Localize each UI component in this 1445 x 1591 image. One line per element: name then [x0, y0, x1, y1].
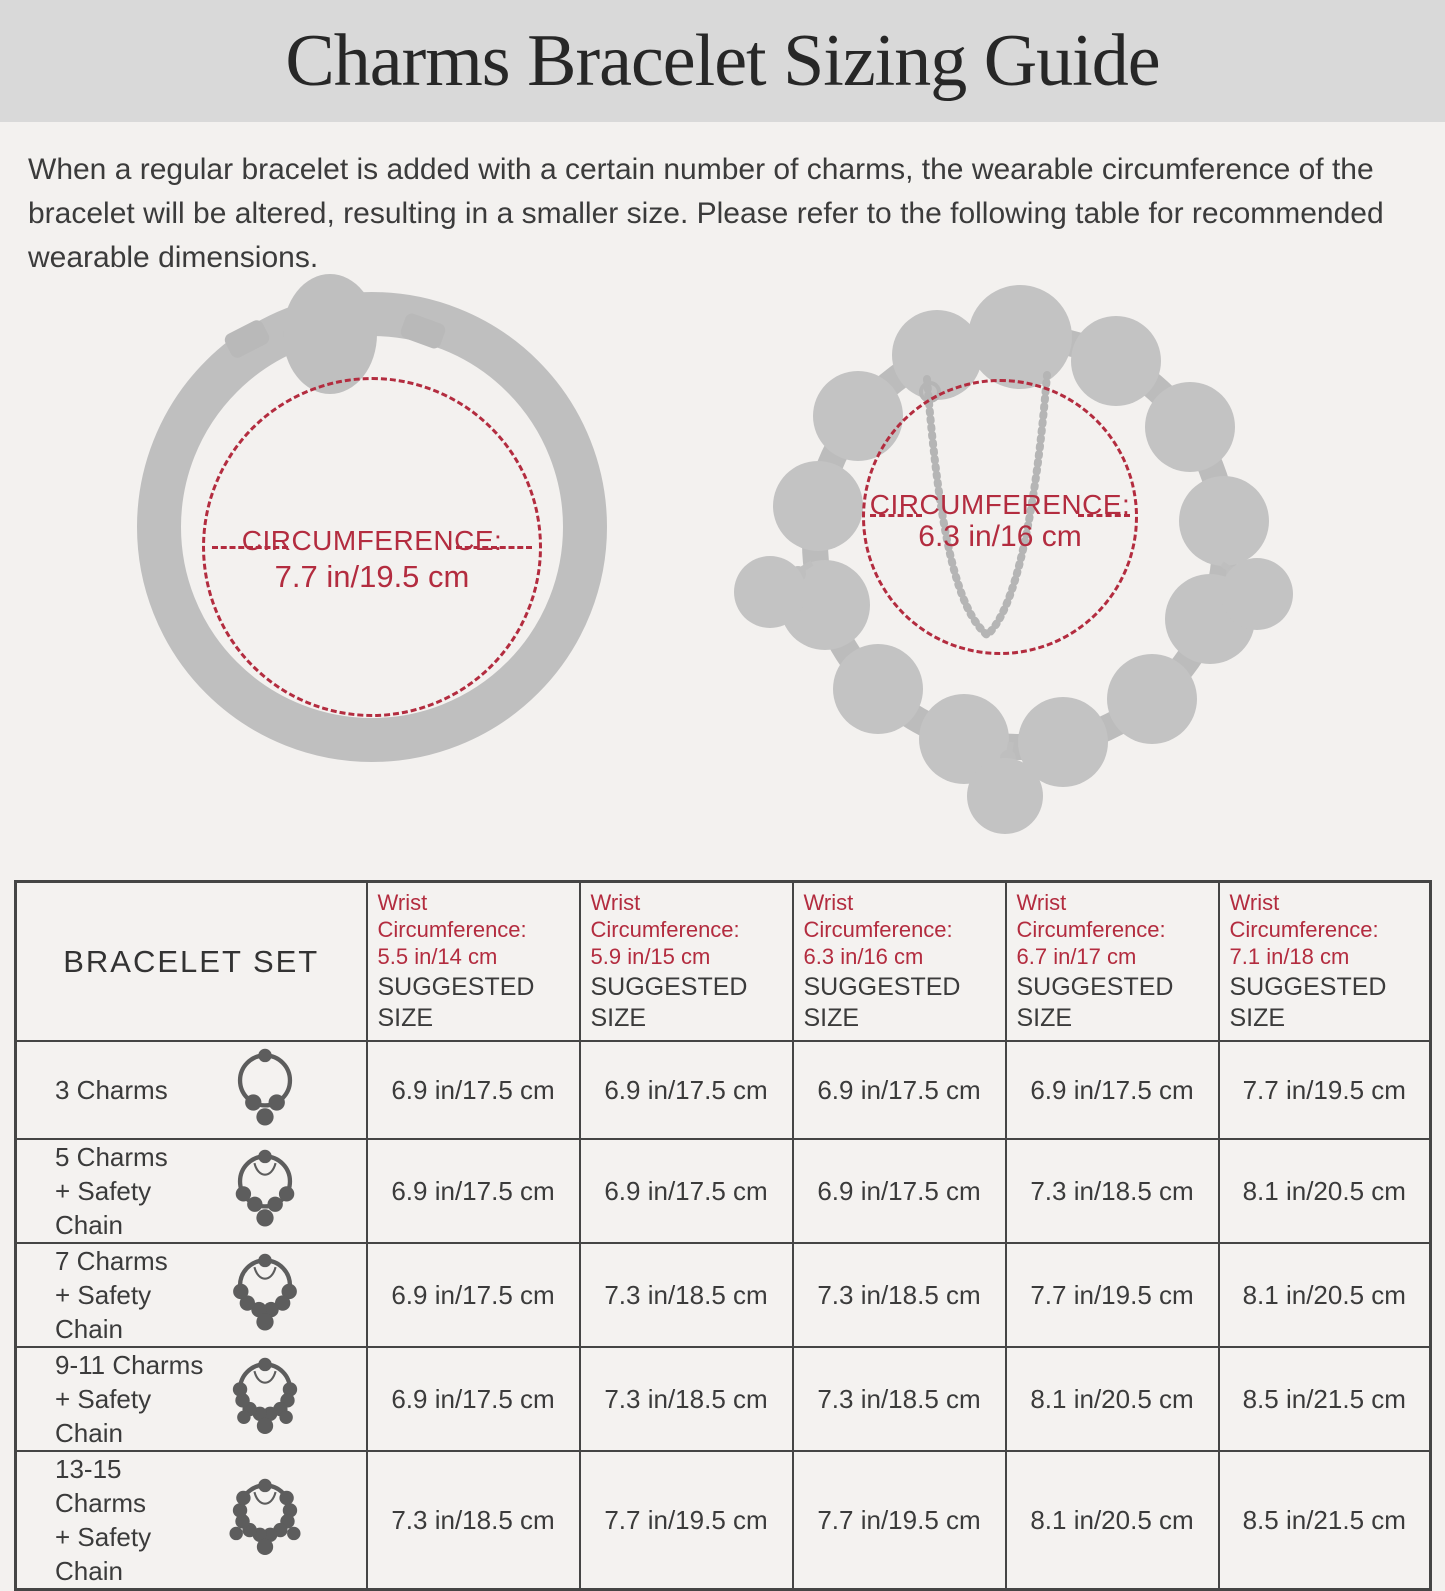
size-cell: 8.1 in/20.5 cm	[1219, 1243, 1431, 1347]
size-cell: 7.3 in/18.5 cm	[793, 1243, 1006, 1347]
intro-paragraph: When a regular bracelet is added with a certain number of charms, the wearable circumference of the bracelet will be altered, resulting in a smaller size. Please refer to the following table for recommended wearable dimensions.	[28, 153, 1384, 274]
illustrations-section	[0, 280, 1445, 880]
size-cell: 8.5 in/21.5 cm	[1219, 1347, 1431, 1451]
size-cell: 6.9 in/17.5 cm	[580, 1139, 793, 1243]
set-label: 9-11 Charms + Safety Chain	[55, 1350, 204, 1448]
size-cell: 6.9 in/17.5 cm	[367, 1347, 580, 1451]
sizing-table	[14, 880, 1432, 1591]
column-header-5-9in: Wrist Circumference: 5.9 in/15 cm SUGGESTED SIZE	[580, 882, 793, 1042]
column-header-7-1in: Wrist Circumference: 7.1 in/18 cm SUGGESTED SIZE	[1219, 882, 1431, 1042]
size-cell: 7.7 in/19.5 cm	[793, 1451, 1006, 1590]
size-cell: 6.9 in/17.5 cm	[367, 1139, 580, 1243]
size-cell: 7.3 in/18.5 cm	[367, 1451, 580, 1590]
table-row	[16, 1139, 1431, 1243]
size-cell: 8.1 in/20.5 cm	[1006, 1451, 1219, 1590]
title-bar	[0, 0, 1445, 122]
page-title: Charms Bracelet Sizing Guide	[285, 19, 1160, 102]
size-cell: 7.7 in/19.5 cm	[1219, 1041, 1431, 1139]
size-cell: 6.9 in/17.5 cm	[793, 1139, 1006, 1243]
bracelet-set-cell	[16, 1451, 367, 1590]
column-header-6-3in: Wrist Circumference: 6.3 in/16 cm SUGGESTED SIZE	[793, 882, 1006, 1042]
size-cell: 7.7 in/19.5 cm	[1006, 1243, 1219, 1347]
size-cell: 6.9 in/17.5 cm	[793, 1041, 1006, 1139]
set-label: 3 Charms	[55, 1075, 168, 1105]
bracelet-13-15-charms-safety-chain-icon	[220, 1472, 310, 1568]
size-cell: 8.1 in/20.5 cm	[1219, 1139, 1431, 1243]
bracelet-3-charms-icon	[220, 1042, 310, 1138]
size-cell: 7.3 in/18.5 cm	[580, 1243, 793, 1347]
size-cell: 6.9 in/17.5 cm	[367, 1243, 580, 1347]
set-label: 5 Charms + Safety Chain	[55, 1142, 168, 1240]
bracelet-7-charms-safety-chain-icon	[220, 1247, 310, 1343]
size-cell: 7.3 in/18.5 cm	[1006, 1139, 1219, 1243]
size-cell: 6.9 in/17.5 cm	[580, 1041, 793, 1139]
size-cell: 7.3 in/18.5 cm	[793, 1347, 1006, 1451]
bracelet-set-cell	[16, 1139, 367, 1243]
dangle-charm-bottom	[967, 758, 1043, 834]
size-cell: 8.5 in/21.5 cm	[1219, 1451, 1431, 1590]
bracelet-set-header: BRACELET SET	[16, 882, 367, 1042]
circumference-label-left	[202, 523, 542, 594]
circumference-title: CIRCUMFERENCE:	[869, 489, 1131, 520]
bracelet-9-11-charms-safety-chain-icon	[220, 1351, 310, 1447]
bracelet-5-charms-safety-chain-icon	[220, 1143, 310, 1239]
table-row	[16, 1243, 1431, 1347]
size-cell: 8.1 in/20.5 cm	[1006, 1347, 1219, 1451]
dangle-charm-right	[1221, 558, 1293, 630]
bracelet-set-cell	[16, 1041, 367, 1139]
column-header-6-7in: Wrist Circumference: 6.7 in/17 cm SUGGESTED SIZE	[1006, 882, 1219, 1042]
size-cell: 7.7 in/19.5 cm	[580, 1451, 793, 1590]
bracelet-set-cell	[16, 1347, 367, 1451]
set-label: 7 Charms + Safety Chain	[55, 1246, 168, 1344]
size-cell: 6.9 in/17.5 cm	[367, 1041, 580, 1139]
circumference-title: CIRCUMFERENCE:	[241, 525, 503, 556]
size-cell: 7.3 in/18.5 cm	[580, 1347, 793, 1451]
column-header-5-5in: Wrist Circumference: 5.5 in/14 cm SUGGESTED SIZE	[367, 882, 580, 1042]
table-row	[16, 1041, 1431, 1139]
circumference-label-right	[850, 488, 1150, 552]
circumference-value: 6.3 in/16 cm	[918, 520, 1082, 553]
size-cell: 6.9 in/17.5 cm	[1006, 1041, 1219, 1139]
dangle-charm-left	[734, 556, 806, 628]
bracelet-set-cell	[16, 1243, 367, 1347]
circumference-value: 7.7 in/19.5 cm	[274, 559, 470, 594]
table-row	[16, 1451, 1431, 1590]
table-row	[16, 1347, 1431, 1451]
table-header-row	[16, 882, 1431, 1042]
bracelet-clasp	[283, 274, 377, 394]
set-label: 13-15 Charms + Safety Chain	[55, 1454, 152, 1586]
